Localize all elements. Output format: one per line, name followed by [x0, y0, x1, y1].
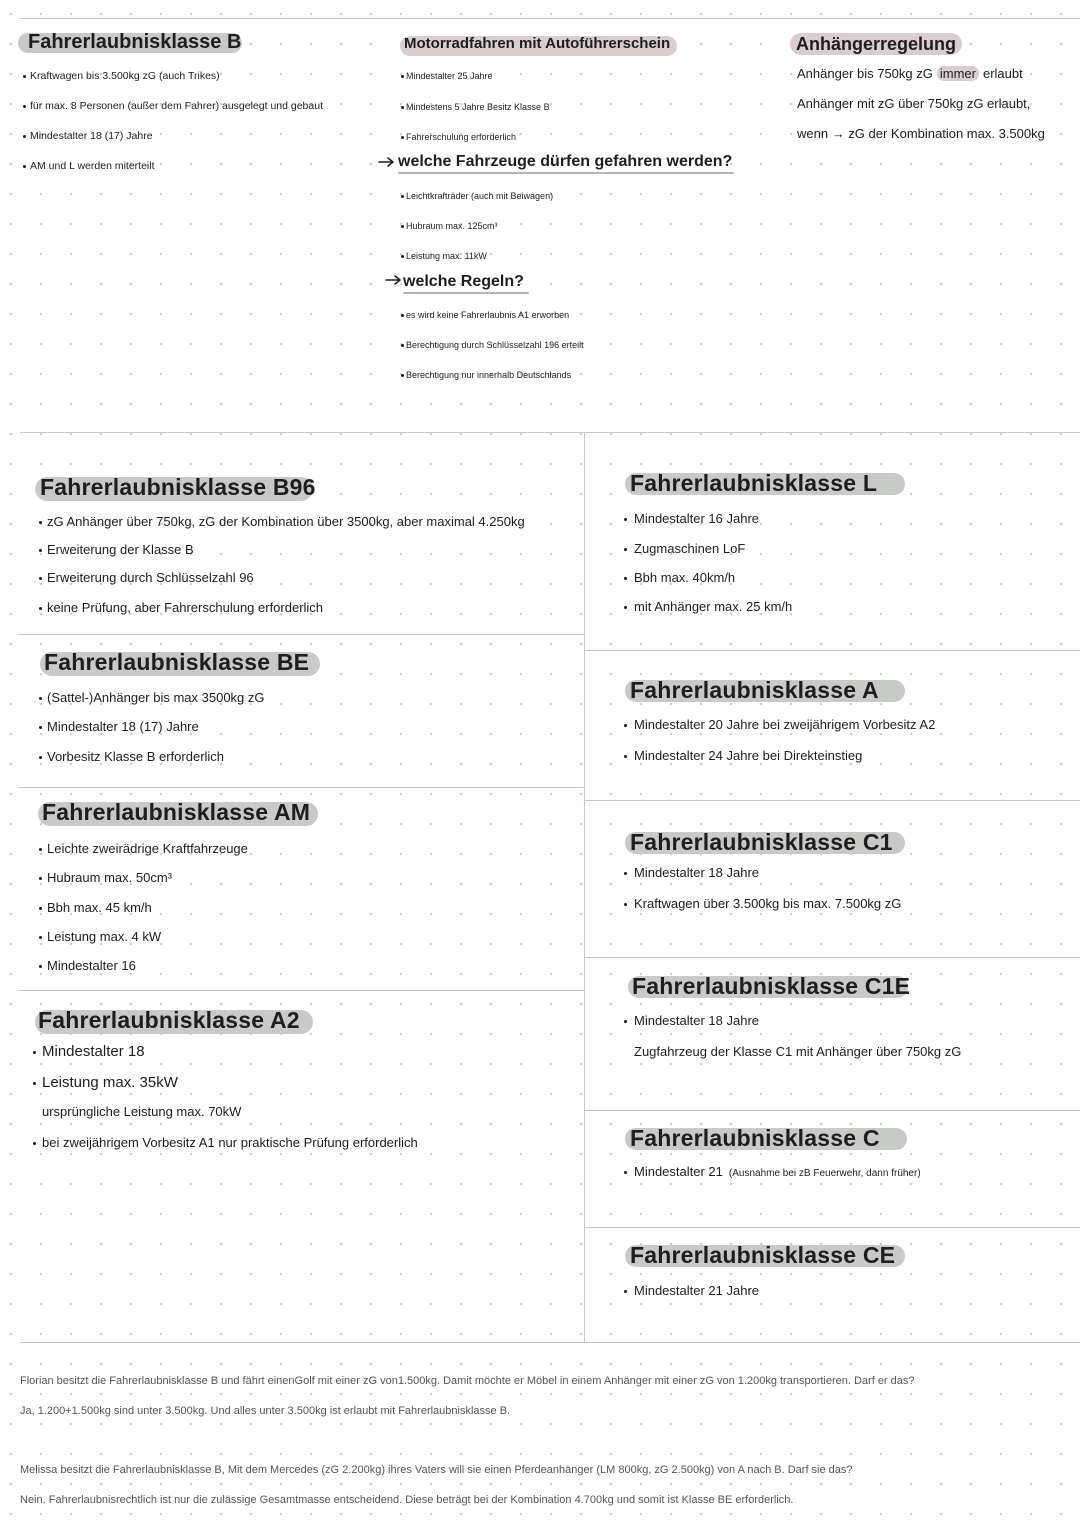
class-c-title: Fahrerlaubnisklasse C	[630, 1125, 880, 1151]
bullet-icon	[39, 907, 42, 910]
bullet-icon	[39, 697, 42, 700]
class-b-title: Fahrerlaubnisklasse B	[28, 31, 242, 53]
list-item: (Sattel-)Anhänger bis max 3500kg zG	[47, 690, 265, 705]
bullet-icon	[401, 255, 404, 258]
list-item: Zugfahrzeug der Klasse C1 mit Anhänger über 750kg zG	[634, 1044, 962, 1059]
bullet-icon	[39, 965, 42, 968]
bullet-icon	[23, 165, 26, 168]
class-l-title: Fahrerlaubnisklasse L	[630, 470, 878, 496]
anhaenger-line-3: wenn → zG der Kombination max. 3.500kg	[797, 126, 1045, 141]
left-divider	[18, 634, 584, 635]
anhaenger-title: Anhängerregelung	[796, 34, 957, 54]
bullet-icon	[39, 521, 42, 524]
grid-top-rule	[20, 432, 1080, 433]
anhaenger-line-1	[797, 66, 1023, 82]
bullet-icon	[39, 726, 42, 729]
arrow-right-icon	[378, 156, 395, 168]
vehicles-question: welche Fahrzeuge dürfen gefahren werden?	[398, 153, 733, 170]
list-item: Berechtigung nur innerhalb Deutschlands	[406, 370, 572, 380]
list-item: Mindestalter 24 Jahre bei Direkteinstieg	[634, 748, 863, 763]
bullet-icon	[624, 755, 627, 758]
exercise-question: Melissa besitzt die Fahrerlaubnisklasse B, Mit dem Mercedes (zG 2.200kg) ihres Vaters will sie einen Pferdeanhänger (LM 800kg, zG 2.500kg) von A nach B. Darf sie das?	[20, 1464, 853, 1476]
arrow-right-icon	[385, 274, 402, 286]
text-span: Anhänger bis 750kg zG	[797, 66, 933, 81]
bullet-icon	[23, 75, 26, 78]
bullet-icon	[39, 607, 42, 610]
bullet-icon	[39, 577, 42, 580]
list-item: Leichtkrafträder (auch mit Beiwagen)	[406, 191, 554, 201]
grid-bottom-rule	[20, 1342, 1080, 1343]
class-b96-title: Fahrerlaubnisklasse B96	[40, 474, 316, 500]
list-item: Leistung max. 4 kW	[47, 929, 162, 944]
list-item: Kraftwagen bis 3.500kg zG (auch Trikes)	[30, 70, 220, 82]
bullet-icon	[624, 606, 627, 609]
list-item: Berechtigung durch Schlüsselzahl 196 erteilt	[406, 340, 584, 350]
right-divider	[584, 957, 1080, 958]
exercise-answer: Nein. Fahrerlaubnisrechtlich ist nur die zulässige Gesamtmasse entscheidend. Diese beträgt bei der Kombination 4.700kg und somit ist Klasse BE erforderlich.	[20, 1494, 794, 1506]
list-item: Vorbesitz Klasse B erforderlich	[47, 749, 225, 764]
rules-question: welche Regeln?	[403, 273, 524, 290]
list-item: Fahrerschulung erforderlich	[406, 132, 517, 142]
exercise-answer: Ja, 1.200+1.500kg sind unter 3.500kg. Und alles unter 3.500kg ist erlaubt mit Fahrerlaubnisklasse B.	[20, 1405, 511, 1417]
list-item: Mindestalter 18 (17) Jahre	[47, 719, 199, 734]
anhaenger-line-2: Anhänger mit zG über 750kg zG erlaubt,	[797, 96, 1031, 111]
bullet-icon	[401, 106, 404, 109]
list-item: Mindestalter 18	[42, 1043, 145, 1060]
bullet-icon	[23, 135, 26, 138]
top-rule	[20, 18, 1080, 19]
bullet-icon	[33, 1142, 36, 1145]
list-item: Mindestalter 18 Jahre	[634, 1013, 760, 1028]
bullet-icon	[401, 225, 404, 228]
class-am-title: Fahrerlaubnisklasse AM	[42, 799, 311, 825]
motorrad-title: Motorradfahren mit Autoführerschein	[404, 35, 671, 52]
list-item: für max. 8 Personen (außer dem Fahrer) ausgelegt und gebaut	[30, 100, 323, 112]
list-item: AM und L werden miterteilt	[30, 160, 155, 172]
class-a2-title: Fahrerlaubnisklasse A2	[38, 1007, 300, 1033]
list-item: Mindestalter 18 Jahre	[634, 865, 760, 880]
list-item: Kraftwagen über 3.500kg bis max. 7.500kg zG	[634, 896, 902, 911]
class-ce-title: Fahrerlaubnisklasse CE	[630, 1242, 896, 1268]
bullet-icon	[401, 195, 404, 198]
list-item: Mindestalter 21 Jahre	[634, 1283, 760, 1298]
bullet-icon	[39, 936, 42, 939]
bullet-icon	[624, 903, 627, 906]
class-be-title: Fahrerlaubnisklasse BE	[44, 649, 310, 675]
list-item: Hubraum max. 50cm³	[47, 870, 172, 885]
bullet-icon	[39, 756, 42, 759]
list-item: bei zweijährigem Vorbesitz A1 nur praktische Prüfung erforderlich	[42, 1135, 418, 1150]
bullet-icon	[401, 314, 404, 317]
highlighted-word: immer	[937, 66, 979, 81]
bullet-icon	[401, 75, 404, 78]
list-item: es wird keine Fahrerlaubnis A1 erworben	[406, 310, 570, 320]
left-divider	[18, 787, 584, 788]
bullet-icon	[33, 1051, 36, 1054]
list-item: Leistung max. 11kW	[406, 251, 487, 261]
list-item: Mindestalter 16 Jahre	[634, 511, 760, 526]
bullet-icon	[624, 548, 627, 551]
list-item: Mindestalter 16	[47, 958, 136, 973]
bullet-icon	[39, 549, 42, 552]
class-c1-title: Fahrerlaubnisklasse C1	[630, 829, 893, 855]
list-item: Erweiterung der Klasse B	[47, 542, 194, 557]
list-item: zG Anhänger über 750kg, zG der Kombination über 3500kg, aber maximal 4.250kg	[47, 514, 525, 529]
list-item: ursprüngliche Leistung max. 70kW	[42, 1104, 242, 1119]
list-item: Leichte zweirädrige Kraftfahrzeuge	[47, 841, 248, 856]
list-item: Bbh max. 45 km/h	[47, 900, 152, 915]
bullet-icon	[39, 877, 42, 880]
bullet-icon	[401, 344, 404, 347]
list-item: Bbh max. 40km/h	[634, 570, 736, 585]
class-a-title: Fahrerlaubnisklasse A	[630, 677, 879, 703]
list-item: Mindestens 5 Jahre Besitz Klasse B	[406, 102, 550, 112]
bullet-icon	[624, 1171, 627, 1174]
list-item: Hubraum max. 125cm³	[406, 221, 498, 231]
bullet-icon	[624, 724, 627, 727]
text-span: erlaubt	[982, 66, 1023, 81]
exercise-question: Florian besitzt die Fahrerlaubnisklasse B und fährt einenGolf mit einer zG von1.500kg. Damit möchte er Möbel in einem Anhänger mit einer zG von 1.200kg transportieren. Darf er das?	[20, 1375, 915, 1387]
list-item: Mindestalter 18 (17) Jahre	[30, 130, 153, 142]
right-divider	[584, 800, 1080, 801]
bullet-icon	[39, 848, 42, 851]
question-underline	[403, 292, 529, 294]
item-note: (Ausnahme bei zB Feuerwehr, dann früher)	[728, 1168, 921, 1179]
bullet-icon	[624, 1290, 627, 1293]
bullet-icon	[23, 105, 26, 108]
list-item: Erweiterung durch Schlüsselzahl 96	[47, 570, 254, 585]
bullet-icon	[624, 1020, 627, 1023]
bullet-icon	[624, 518, 627, 521]
right-divider	[584, 650, 1080, 651]
right-divider	[584, 1227, 1080, 1228]
bullet-icon	[624, 577, 627, 580]
text-span: Mindestalter 21	[634, 1164, 723, 1179]
question-underline	[398, 172, 734, 174]
list-item: mit Anhänger max. 25 km/h	[634, 599, 793, 614]
bullet-icon	[401, 374, 404, 377]
list-item: Zugmaschinen LoF	[634, 541, 746, 556]
list-item: Mindestalter 25 Jahre	[406, 71, 493, 81]
bullet-icon	[401, 136, 404, 139]
list-item: Leistung max. 35kW	[42, 1074, 178, 1091]
class-c1e-title: Fahrerlaubnisklasse C1E	[632, 973, 911, 999]
right-divider	[584, 1110, 1080, 1111]
grid-center-divider	[584, 432, 585, 1342]
bullet-icon	[624, 872, 627, 875]
bullet-icon	[33, 1082, 36, 1085]
list-item	[634, 1164, 921, 1182]
list-item: keine Prüfung, aber Fahrerschulung erforderlich	[47, 600, 324, 615]
list-item: Mindestalter 20 Jahre bei zweijährigem Vorbesitz A2	[634, 717, 936, 732]
left-divider	[18, 990, 584, 991]
